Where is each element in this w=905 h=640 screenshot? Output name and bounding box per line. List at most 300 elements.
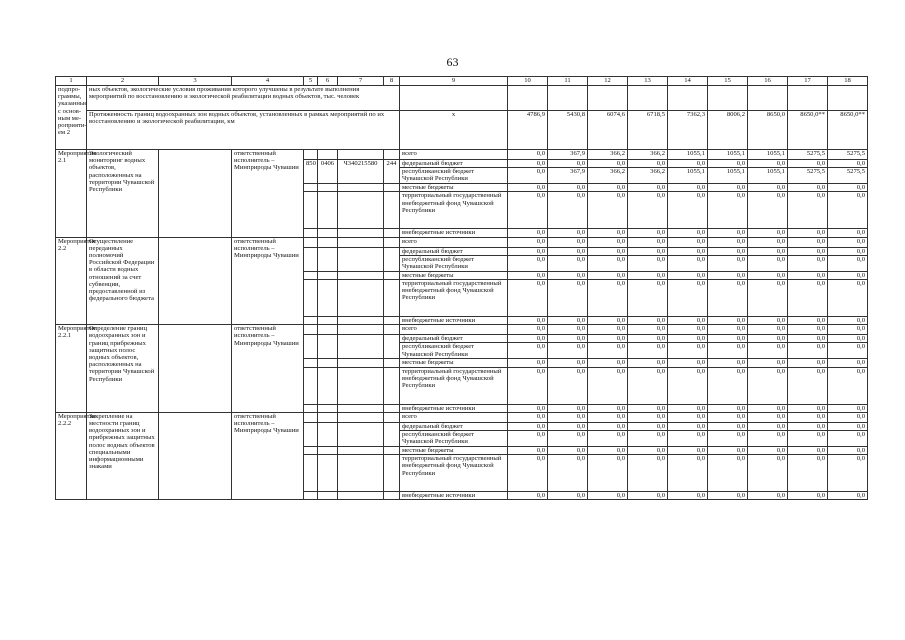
indicator-value-cell: [508, 86, 548, 111]
funding-value: 0,0: [628, 325, 668, 335]
indicator-value-cell: [628, 86, 668, 111]
funding-value: 0,0: [588, 192, 628, 229]
funding-value: 0,0: [668, 325, 708, 335]
funding-value: 0,0: [628, 255, 668, 271]
code-empty-cell: [304, 359, 318, 367]
funding-value: 0,0: [548, 247, 588, 255]
indicator-value-cell: [668, 86, 708, 111]
target-article-code: [338, 422, 384, 446]
event-responsible: ответственный исполнитель – Минприроды Чувашии: [232, 237, 304, 325]
code-empty-cell: [384, 280, 400, 317]
funding-value: 0,0: [748, 160, 788, 168]
funding-value: 0,0: [508, 455, 548, 492]
funding-value: 0,0: [828, 492, 868, 500]
code-empty-cell: [384, 237, 400, 247]
code-empty-cell: [338, 184, 384, 192]
funding-value: 0,0: [748, 343, 788, 359]
code-empty-cell: [318, 367, 338, 404]
funding-value: 0,0: [508, 168, 548, 184]
table-row: [56, 237, 868, 247]
page-number: 63: [446, 55, 459, 69]
funding-value: 0,0: [708, 255, 748, 271]
funding-value: 0,0: [708, 335, 748, 343]
code-empty-cell: [384, 412, 400, 422]
table-row: [56, 412, 868, 422]
funding-value: 0,0: [788, 325, 828, 335]
funding-value: 0,0: [788, 412, 828, 422]
code-empty-cell: [384, 325, 400, 335]
funding-value: 0,0: [548, 237, 588, 247]
funding-value: 0,0: [748, 237, 788, 247]
funding-value: 0,0: [708, 455, 748, 492]
funding-value: 1055,1: [668, 150, 708, 160]
funding-value: 0,0: [788, 184, 828, 192]
column-number-header: 11: [548, 77, 588, 86]
funding-value: 0,0: [588, 412, 628, 422]
subprogram-label: подпро-граммы, указанные с основ-ным ме-роприяти-ем 2: [56, 86, 87, 150]
funding-value: 0,0: [828, 247, 868, 255]
funding-value: 0,0: [628, 184, 668, 192]
funding-value: 1055,1: [668, 168, 708, 184]
indicator-value: 5430,8: [548, 111, 588, 150]
column-number-header: 15: [708, 77, 748, 86]
funding-value: 0,0: [828, 412, 868, 422]
code-empty-cell: [384, 455, 400, 492]
funding-value: 0,0: [548, 160, 588, 168]
indicator-value-cell: [708, 86, 748, 111]
funding-value: 0,0: [668, 359, 708, 367]
funding-value: 5275,5: [828, 168, 868, 184]
funding-value: 0,0: [668, 492, 708, 500]
funding-value: 0,0: [668, 160, 708, 168]
funding-value: 0,0: [708, 343, 748, 359]
event-code: Мероприятие 2.2.1: [56, 325, 87, 413]
funding-value: 0,0: [588, 237, 628, 247]
funding-value: 0,0: [588, 160, 628, 168]
column-number-header: 17: [788, 77, 828, 86]
code-empty-cell: [304, 280, 318, 317]
funding-value: 0,0: [588, 271, 628, 279]
funding-value: 0,0: [588, 255, 628, 271]
funding-value: 0,0: [628, 247, 668, 255]
code-empty-cell: [384, 359, 400, 367]
funding-value: 0,0: [628, 237, 668, 247]
column-number-header: 8: [384, 77, 400, 86]
funding-value: 0,0: [548, 255, 588, 271]
funding-value: 0,0: [828, 271, 868, 279]
funding-value: 0,0: [788, 447, 828, 455]
code-empty-cell: [338, 229, 384, 237]
funding-value: 0,0: [708, 317, 748, 325]
funding-value: 0,0: [708, 367, 748, 404]
column-number-header: 14: [668, 77, 708, 86]
funding-source: территориальный государственный внебюджетный фонд Чувашской Республики: [400, 280, 508, 317]
code-empty-cell: [384, 317, 400, 325]
funding-value: 0,0: [828, 184, 868, 192]
code-empty-cell: [318, 150, 338, 160]
funding-value: 0,0: [668, 229, 708, 237]
event-responsible: ответственный исполнитель – Минприроды Чувашии: [232, 412, 304, 500]
event-empty-cell: [159, 150, 232, 238]
funding-value: 0,0: [828, 455, 868, 492]
section-code: [318, 335, 338, 359]
indicator-text: ных объектов, экологические условия проживания которого улучшены в результате выполнения мероприятий по восстановлению и экологической реабилитации водных объектов, тыс. человек: [87, 86, 400, 111]
funding-value: 0,0: [788, 343, 828, 359]
code-empty-cell: [338, 447, 384, 455]
funding-value: 366,2: [588, 168, 628, 184]
funding-source: федеральный бюджет: [400, 422, 508, 430]
event-responsible: ответственный исполнитель – Минприроды Чувашии: [232, 150, 304, 238]
table-row: [56, 325, 868, 335]
code-empty-cell: [338, 367, 384, 404]
code-empty-cell: [304, 325, 318, 335]
funding-value: 0,0: [748, 412, 788, 422]
funding-source: местные бюджеты: [400, 359, 508, 367]
funding-value: 0,0: [828, 343, 868, 359]
funding-value: 0,0: [628, 404, 668, 412]
funding-value: 0,0: [548, 404, 588, 412]
funding-value: 1055,1: [748, 150, 788, 160]
code-empty-cell: [318, 280, 338, 317]
funding-value: 0,0: [788, 404, 828, 412]
code-empty-cell: [384, 192, 400, 229]
code-empty-cell: [318, 412, 338, 422]
funding-value: 0,0: [508, 422, 548, 430]
funding-source: республиканский бюджет Чувашской Республики: [400, 168, 508, 184]
funding-value: 0,0: [508, 192, 548, 229]
indicator-value: 7362,3: [668, 111, 708, 150]
funding-value: 0,0: [548, 422, 588, 430]
funding-value: 0,0: [668, 404, 708, 412]
funding-value: 0,0: [668, 431, 708, 447]
funding-source: внебюджетные источники: [400, 492, 508, 500]
funding-source: территориальный государственный внебюджетный фонд Чувашской Республики: [400, 455, 508, 492]
code-empty-cell: [318, 229, 338, 237]
funding-value: 0,0: [628, 422, 668, 430]
funding-value: 0,0: [708, 192, 748, 229]
indicator-value: 6074,6: [588, 111, 628, 150]
code-empty-cell: [338, 192, 384, 229]
funding-value: 0,0: [508, 229, 548, 237]
grbs-code: [304, 247, 318, 271]
funding-source: всего: [400, 325, 508, 335]
funding-value: 0,0: [708, 412, 748, 422]
funding-value: 0,0: [588, 247, 628, 255]
funding-value: 0,0: [548, 367, 588, 404]
expense-type-code: [384, 422, 400, 446]
funding-value: 0,0: [548, 455, 588, 492]
funding-value: 0,0: [508, 325, 548, 335]
code-empty-cell: [384, 229, 400, 237]
funding-value: 0,0: [828, 325, 868, 335]
funding-value: 0,0: [508, 247, 548, 255]
funding-value: 0,0: [668, 184, 708, 192]
funding-value: 0,0: [628, 412, 668, 422]
funding-value: 0,0: [668, 247, 708, 255]
target-article-code: [338, 247, 384, 271]
funding-value: 0,0: [588, 229, 628, 237]
funding-value: 0,0: [508, 280, 548, 317]
indicator-unit-mark: x: [400, 111, 508, 150]
funding-source: республиканский бюджет Чувашской Республики: [400, 343, 508, 359]
funding-value: 0,0: [668, 192, 708, 229]
code-empty-cell: [304, 192, 318, 229]
code-empty-cell: [338, 325, 384, 335]
funding-value: 0,0: [788, 229, 828, 237]
funding-value: 0,0: [788, 492, 828, 500]
funding-value: 0,0: [788, 237, 828, 247]
funding-value: 0,0: [548, 343, 588, 359]
code-empty-cell: [304, 492, 318, 500]
funding-value: 0,0: [788, 280, 828, 317]
column-number-header: 12: [588, 77, 628, 86]
funding-value: 0,0: [548, 280, 588, 317]
funding-value: 0,0: [828, 255, 868, 271]
funding-value: 0,0: [548, 431, 588, 447]
funding-value: 0,0: [708, 237, 748, 247]
funding-value: 0,0: [708, 325, 748, 335]
funding-source: республиканский бюджет Чувашской Республики: [400, 431, 508, 447]
funding-value: 0,0: [788, 255, 828, 271]
funding-value: 0,0: [708, 271, 748, 279]
funding-value: 0,0: [668, 422, 708, 430]
funding-value: 0,0: [508, 184, 548, 192]
code-empty-cell: [318, 359, 338, 367]
header-row: [56, 77, 868, 86]
funding-source: всего: [400, 150, 508, 160]
code-empty-cell: [384, 150, 400, 160]
code-empty-cell: [304, 184, 318, 192]
indicator-value: 8650,0**: [828, 111, 868, 150]
indicator-row: [56, 86, 868, 111]
column-number-header: 9: [400, 77, 508, 86]
code-empty-cell: [304, 367, 318, 404]
code-empty-cell: [338, 412, 384, 422]
funding-source: местные бюджеты: [400, 447, 508, 455]
funding-value: 0,0: [628, 367, 668, 404]
funding-value: 0,0: [628, 359, 668, 367]
code-empty-cell: [384, 184, 400, 192]
funding-value: 0,0: [828, 237, 868, 247]
code-empty-cell: [338, 271, 384, 279]
indicator-value-cell: [548, 86, 588, 111]
event-name: Осуществление переданных полномочий Российской Федерации в области водных отношений за счет субвенции, предоставленной из федерального бюджета: [87, 237, 159, 325]
funding-value: 0,0: [708, 184, 748, 192]
funding-value: 1055,1: [708, 168, 748, 184]
column-number-header: 18: [828, 77, 868, 86]
funding-source: всего: [400, 412, 508, 422]
funding-value: 0,0: [628, 271, 668, 279]
funding-source: местные бюджеты: [400, 184, 508, 192]
funding-value: 0,0: [548, 359, 588, 367]
code-empty-cell: [338, 280, 384, 317]
code-empty-cell: [318, 317, 338, 325]
table-row: [56, 150, 868, 160]
code-empty-cell: [318, 184, 338, 192]
funding-value: 0,0: [508, 271, 548, 279]
funding-value: 0,0: [788, 271, 828, 279]
funding-value: 0,0: [708, 422, 748, 430]
code-empty-cell: [304, 150, 318, 160]
event-name: Экологический мониторинг водных объектов, расположенных на территории Чувашской Республики: [87, 150, 159, 238]
funding-source: территориальный государственный внебюджетный фонд Чувашской Республики: [400, 367, 508, 404]
code-empty-cell: [318, 271, 338, 279]
funding-value: 0,0: [628, 455, 668, 492]
funding-value: 0,0: [708, 404, 748, 412]
funding-value: 0,0: [668, 412, 708, 422]
funding-value: 0,0: [748, 367, 788, 404]
funding-value: 0,0: [828, 229, 868, 237]
funding-value: 0,0: [748, 255, 788, 271]
funding-value: 0,0: [748, 247, 788, 255]
funding-value: 367,9: [548, 150, 588, 160]
funding-value: 0,0: [748, 325, 788, 335]
code-empty-cell: [318, 455, 338, 492]
code-empty-cell: [304, 412, 318, 422]
code-empty-cell: [304, 271, 318, 279]
funding-value: 0,0: [548, 325, 588, 335]
funding-value: 0,0: [708, 492, 748, 500]
funding-value: 0,0: [748, 492, 788, 500]
funding-value: 0,0: [508, 492, 548, 500]
event-code: Мероприятие 2.1: [56, 150, 87, 238]
column-number-header: 7: [338, 77, 384, 86]
target-article-code: [338, 335, 384, 359]
event-code: Мероприятие 2.2: [56, 237, 87, 325]
funding-value: 0,0: [588, 184, 628, 192]
code-empty-cell: [384, 271, 400, 279]
funding-source: территориальный государственный внебюджетный фонд Чувашской Республики: [400, 192, 508, 229]
code-empty-cell: [338, 455, 384, 492]
funding-value: 0,0: [828, 317, 868, 325]
funding-value: 0,0: [668, 271, 708, 279]
program-table: [55, 76, 868, 500]
funding-value: 0,0: [788, 247, 828, 255]
funding-value: 0,0: [508, 367, 548, 404]
code-empty-cell: [318, 404, 338, 412]
funding-value: 0,0: [708, 359, 748, 367]
section-code: 0406: [318, 160, 338, 184]
indicator-value-cell: [828, 86, 868, 111]
funding-value: 0,0: [628, 343, 668, 359]
funding-value: 0,0: [588, 317, 628, 325]
funding-value: 0,0: [628, 229, 668, 237]
funding-value: 1055,1: [748, 168, 788, 184]
funding-value: 0,0: [588, 422, 628, 430]
funding-value: 0,0: [668, 367, 708, 404]
code-empty-cell: [338, 237, 384, 247]
funding-value: 0,0: [548, 192, 588, 229]
funding-source: федеральный бюджет: [400, 247, 508, 255]
funding-value: 366,2: [588, 150, 628, 160]
funding-value: 0,0: [628, 492, 668, 500]
funding-value: 0,0: [668, 455, 708, 492]
indicator-row: [56, 111, 868, 150]
code-empty-cell: [318, 492, 338, 500]
funding-value: 0,0: [668, 255, 708, 271]
funding-value: 0,0: [508, 317, 548, 325]
funding-value: 0,0: [788, 455, 828, 492]
code-empty-cell: [304, 317, 318, 325]
funding-value: 0,0: [588, 359, 628, 367]
code-empty-cell: [304, 404, 318, 412]
funding-value: 0,0: [508, 237, 548, 247]
indicator-text: Протяженность границ водоохранных зон водных объектов, установленных в рамках мероприятий по их восстановлению и экологической реабилитации, км: [87, 111, 400, 150]
funding-value: 0,0: [588, 367, 628, 404]
funding-value: 0,0: [748, 359, 788, 367]
section-code: [318, 247, 338, 271]
funding-value: 0,0: [548, 412, 588, 422]
funding-value: 0,0: [828, 335, 868, 343]
expense-type-code: [384, 247, 400, 271]
funding-value: 0,0: [588, 492, 628, 500]
funding-value: 0,0: [508, 404, 548, 412]
funding-value: 0,0: [548, 447, 588, 455]
funding-value: 0,0: [748, 455, 788, 492]
indicator-value-cell: [400, 86, 508, 111]
event-name: Определение границ водоохранных зон и границ прибрежных защитных полос водных объектов, расположенных на территории Чувашской Республики: [87, 325, 159, 413]
funding-value: 0,0: [628, 317, 668, 325]
funding-value: 0,0: [828, 192, 868, 229]
funding-value: 0,0: [548, 229, 588, 237]
grbs-code: 850: [304, 160, 318, 184]
code-empty-cell: [384, 492, 400, 500]
column-number-header: 5: [304, 77, 318, 86]
funding-value: 0,0: [748, 229, 788, 237]
funding-value: 0,0: [748, 335, 788, 343]
funding-value: 0,0: [708, 431, 748, 447]
funding-value: 0,0: [828, 447, 868, 455]
funding-source: федеральный бюджет: [400, 160, 508, 168]
funding-value: 0,0: [508, 412, 548, 422]
funding-value: 0,0: [748, 317, 788, 325]
funding-value: 0,0: [508, 160, 548, 168]
column-number-header: 3: [159, 77, 232, 86]
funding-value: 0,0: [788, 317, 828, 325]
funding-value: 0,0: [708, 280, 748, 317]
funding-value: 0,0: [628, 160, 668, 168]
code-empty-cell: [318, 192, 338, 229]
funding-value: 0,0: [508, 255, 548, 271]
event-responsible: ответственный исполнитель – Минприроды Чувашии: [232, 325, 304, 413]
funding-value: 0,0: [788, 335, 828, 343]
column-number-header: 10: [508, 77, 548, 86]
code-empty-cell: [304, 447, 318, 455]
funding-value: 367,9: [548, 168, 588, 184]
funding-source: внебюджетные источники: [400, 404, 508, 412]
section-code: [318, 422, 338, 446]
column-number-header: 13: [628, 77, 668, 86]
code-empty-cell: [304, 455, 318, 492]
funding-value: 0,0: [628, 192, 668, 229]
funding-value: 366,2: [628, 150, 668, 160]
funding-value: 0,0: [788, 367, 828, 404]
funding-value: 0,0: [828, 359, 868, 367]
indicator-value: 8650,0**: [788, 111, 828, 150]
funding-value: 0,0: [828, 422, 868, 430]
funding-value: 0,0: [588, 343, 628, 359]
code-empty-cell: [304, 237, 318, 247]
indicator-value-cell: [748, 86, 788, 111]
funding-value: 0,0: [668, 335, 708, 343]
expense-type-code: 244: [384, 160, 400, 184]
indicator-value: 6718,5: [628, 111, 668, 150]
indicator-value: 4786,9: [508, 111, 548, 150]
funding-value: 0,0: [508, 343, 548, 359]
funding-value: 0,0: [668, 280, 708, 317]
column-number-header: 4: [232, 77, 304, 86]
code-empty-cell: [338, 492, 384, 500]
